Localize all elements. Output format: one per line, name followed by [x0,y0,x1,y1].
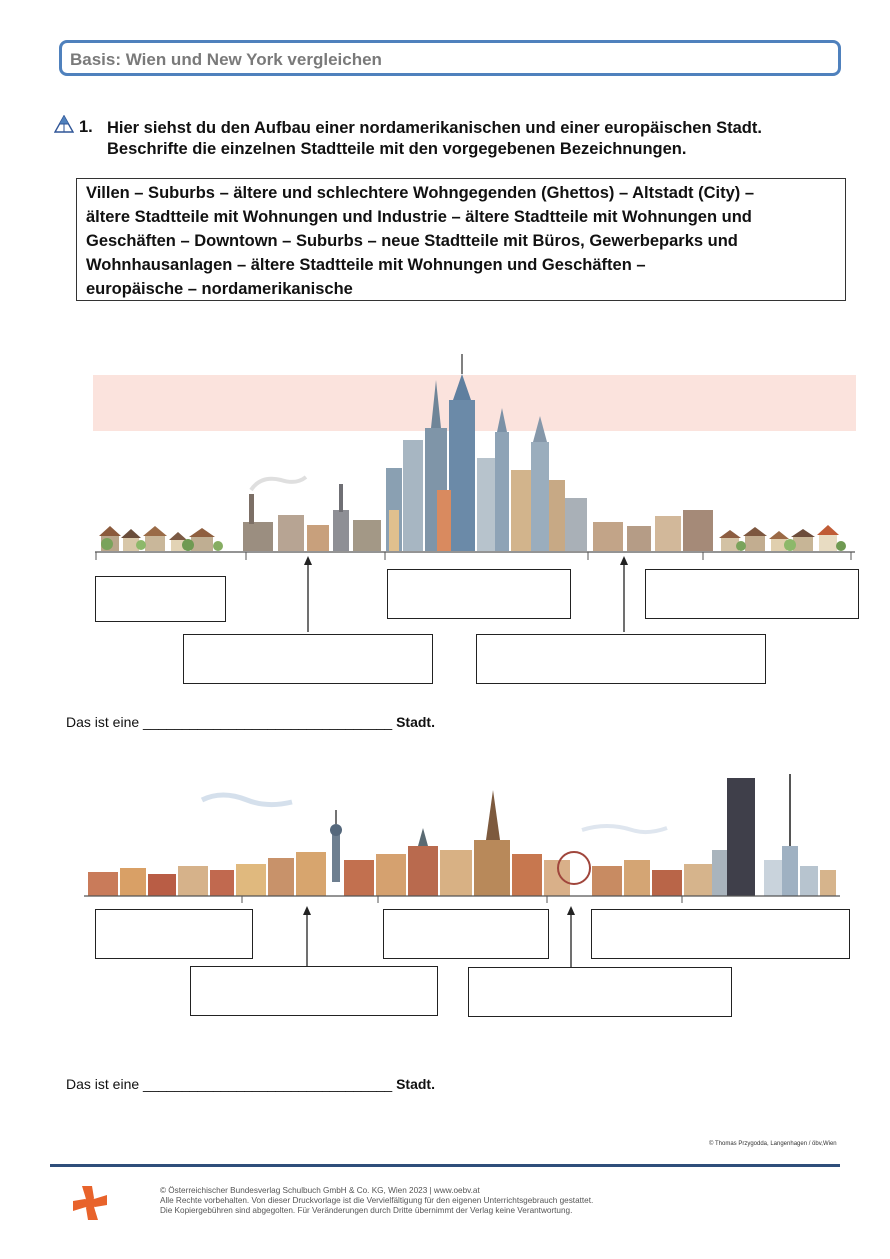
task-instruction-line: Hier siehst du den Aufbau einer nordamerikanischen und einer europäischen Stadt. [107,119,762,137]
suburb-houses-left [99,526,223,551]
city-type-sentence [66,1076,435,1092]
label-answer-box[interactable] [190,966,438,1016]
north-american-skyline-illustration [93,350,856,565]
label-answer-box[interactable] [95,576,226,622]
label-answer-box[interactable] [591,909,850,959]
publisher-logo [72,1185,108,1221]
industrial-district [243,477,381,551]
modern-towers [727,774,836,896]
label-answer-box[interactable] [95,909,253,959]
sentence-end: Stadt. [396,1076,435,1092]
label-answer-box[interactable] [476,634,766,684]
answer-blank[interactable]: ________________________________ [143,1076,393,1092]
city-type-sentence [66,714,435,730]
worksheet-header [59,40,841,76]
answer-blank[interactable]: ________________________________ [143,714,393,730]
old-town-buildings [88,790,730,896]
label-answer-box[interactable] [468,967,732,1017]
term-line: ältere Stadtteile mit Wohnungen und Industrie – ältere Stadtteile mit Wohnungen und [86,208,752,226]
task-number: 1. [79,118,93,136]
term-line: europäische – nordamerikanische [86,280,353,298]
downtown-skyscrapers [386,354,587,551]
suburb-houses-right [719,525,846,551]
label-answer-box[interactable] [645,569,859,619]
footer-legal [160,1186,593,1217]
footer-legal-line: Alle Rechte vorbehalten. Von dieser Druckvorlage ist die Vervielfältigung für den eigenen Unterrichtsgebrauch gestattet. [160,1196,594,1206]
task-instruction-line: Beschrifte die einzelnen Stadtteile mit den vorgegebenen Bezeichnungen. [107,140,687,158]
sentence-start: Das ist eine [66,1076,140,1092]
worksheet-title: Basis: Wien und New York vergleichen [70,50,382,69]
pointer-arrow [300,906,314,966]
illustration-credit: © Thomas Przygodda, Langenhagen / öbv,Wien [709,1141,837,1147]
label-answer-box[interactable] [183,634,433,684]
label-answer-box[interactable] [383,909,549,959]
label-answer-box[interactable] [387,569,571,619]
footer-divider [50,1164,840,1167]
term-bank [76,178,846,301]
pointer-arrow [617,556,631,632]
older-districts-right [593,510,713,551]
pointer-arrow [564,906,578,968]
sentence-start: Das ist eine [66,714,140,730]
term-line: Wohnhausanlagen – ältere Stadtteile mit Wohnungen und Geschäften – [86,256,646,274]
term-line: Villen – Suburbs – ältere und schlechtere Wohngegenden (Ghettos) – Altstadt (City) – [86,184,755,202]
pointer-arrow [301,556,315,632]
european-skyline-illustration [82,770,842,915]
task-instruction [107,118,762,160]
footer-legal-line: © Österreichischer Bundesverlag Schulbuch GmbH & Co. KG, Wien 2023 | www.oebv.at [160,1186,480,1195]
term-line: Geschäften – Downtown – Suburbs – neue Stadtteile mit Büros, Gewerbeparks und [86,232,738,250]
footer-legal-line: Die Kopiergebühren sind abgegolten. Für Veränderungen durch Dritte übernimmt der Verlag keine Verantwortung. [160,1206,573,1216]
difficulty-pyramid-icon [54,115,74,133]
sentence-end: Stadt. [396,714,435,730]
